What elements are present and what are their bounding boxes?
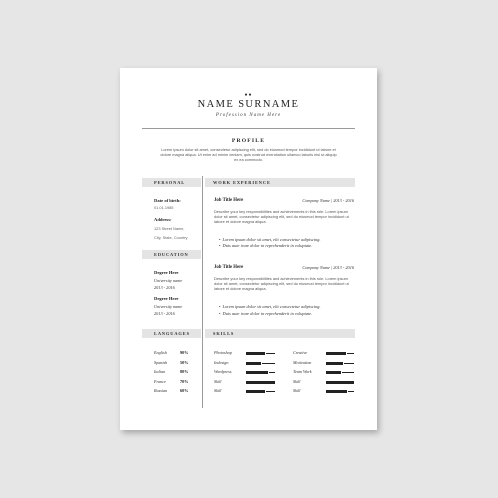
- skill-level-bar: [326, 362, 343, 364]
- skill-name: Skill: [214, 388, 222, 393]
- personal-band: [142, 178, 201, 187]
- personal-heading: PERSONAL: [154, 180, 186, 185]
- skill-level-bar: [246, 371, 268, 373]
- skill-level-bar: [246, 381, 275, 383]
- job-1-bullet-1: • Lorem ipsum dolor sit amet, elit consectetur adipiscing.: [219, 237, 321, 242]
- skill-level-bar: [326, 390, 347, 392]
- profile-heading: PROFILE: [231, 138, 266, 144]
- skill-level-track: [269, 372, 275, 373]
- language-name: Russian: [154, 388, 168, 393]
- skill-name: Team Work: [293, 369, 312, 374]
- job-1-bullet-2-text: Duis aute irure dolor in reprehenderit in voluptate.: [222, 243, 313, 248]
- languages-band: [142, 329, 201, 338]
- education-heading: EDUCATION: [154, 252, 189, 257]
- skills-band: [205, 329, 355, 338]
- skill-name: Skill: [214, 379, 222, 384]
- job-1-bullet-1-text: Lorem ipsum dolor sit amet, elit consectetur adipiscing.: [222, 237, 321, 242]
- language-name: Italian: [154, 369, 166, 374]
- job-description-2: Describe your key responsibilities and achievements in this role. Lorem ipsum dolor sit amet, consectetur adipiscing elit, sed do eiusmod tempor incididunt ut labore et dolore magna aliqua.: [214, 276, 349, 292]
- skill-name: Wordpress: [214, 369, 232, 374]
- skill-level-track: [262, 363, 275, 364]
- degree-1: Degree Here: [154, 270, 179, 275]
- full-name: NAME SURNAME: [197, 99, 300, 110]
- address-line-1: 123 Street Name,: [154, 226, 185, 231]
- profession-title: Profession Name Here: [215, 113, 282, 118]
- skill-level-track: [347, 353, 354, 354]
- skill-level-bar: [326, 371, 341, 373]
- job-2-bullet-2: • Duis aute irure dolor in reprehenderit in voluptate.: [219, 311, 313, 316]
- dob-value: 01.01.1985: [154, 205, 174, 210]
- university-1: University name: [154, 278, 183, 283]
- languages-heading: LANGUAGES: [154, 331, 190, 336]
- job-1-bullet-2: • Duis aute irure dolor in reprehenderit in voluptate.: [219, 243, 313, 248]
- language-name: Spanish: [154, 360, 168, 365]
- job-company-1: Company Name | 2013 - 2016: [302, 198, 354, 203]
- language-level: 60%: [180, 388, 189, 393]
- address-line-2: City, State, Country: [154, 235, 188, 240]
- skill-level-bar: [246, 352, 265, 354]
- profile-text: Lorem ipsum dolor sit amet, consectetur adipiscing elit, sed do eiusmod tempor incididunt ut labore et dolore magna aliqua. Ut enim ad minim veniam, quis nostrud exercitation ullamco laboris nisi ut aliquip ex ea commodo.: [160, 147, 337, 163]
- skill-level-track: [266, 353, 275, 354]
- skill-level-track: [342, 372, 354, 373]
- skill-level-track: [348, 391, 354, 392]
- education-years-1: 2013 - 2016: [154, 285, 175, 290]
- decorative-dots: ●●: [244, 93, 253, 98]
- job-2-bullet-2-text: Duis aute irure dolor in reprehenderit in voluptate.: [222, 311, 313, 316]
- job-company-2: Company Name | 2013 - 2016: [302, 265, 354, 270]
- job-description-1: Describe your key responsibilities and achievements in this role. Lorem ipsum dolor sit amet, consectetur adipiscing elit, sed do eiusmod tempor incididunt ut labore et dolore magna aliqua.: [214, 209, 349, 225]
- language-name: France: [154, 379, 167, 384]
- skill-level-bar: [246, 362, 261, 364]
- education-years-2: 2013 - 2016: [154, 311, 175, 316]
- skill-name: Motivation: [293, 360, 312, 365]
- work-heading: WORK EXPERIENCE: [213, 180, 271, 185]
- language-name: English: [154, 350, 167, 355]
- skill-name: Skill: [293, 379, 301, 384]
- language-level: 90%: [180, 350, 189, 355]
- degree-2: Degree Here: [154, 296, 179, 301]
- job-2-bullet-1: • Lorem ipsum dolor sit amet, elit consectetur adipiscing.: [219, 304, 321, 309]
- skill-level-bar: [326, 381, 354, 383]
- skill-name: Photoshop: [214, 350, 232, 355]
- skill-level-track: [266, 391, 275, 392]
- language-level: 70%: [180, 379, 189, 384]
- education-band: [142, 250, 201, 259]
- university-2: University name: [154, 304, 183, 309]
- skill-name: Skill: [293, 388, 301, 393]
- dob-label: Date of birth:: [154, 198, 181, 203]
- work-band: [205, 178, 355, 187]
- column-divider: [202, 176, 203, 408]
- job-2-bullet-1-text: Lorem ipsum dolor sit amet, elit consectetur adipiscing.: [222, 304, 321, 309]
- address-label: Address:: [154, 217, 172, 222]
- resume-page: [120, 68, 377, 430]
- job-title-2: Job Title Here: [214, 265, 244, 270]
- skill-level-bar: [246, 390, 265, 392]
- header-divider: [142, 128, 355, 129]
- language-level: 50%: [180, 360, 189, 365]
- language-level: 80%: [180, 369, 189, 374]
- skill-name: Indesign: [214, 360, 229, 365]
- skill-level-track: [344, 363, 354, 364]
- skill-name: Creative: [293, 350, 308, 355]
- skills-heading: SKILLS: [213, 331, 235, 336]
- job-title-1: Job Title Here: [214, 198, 244, 203]
- skill-level-bar: [326, 352, 346, 354]
